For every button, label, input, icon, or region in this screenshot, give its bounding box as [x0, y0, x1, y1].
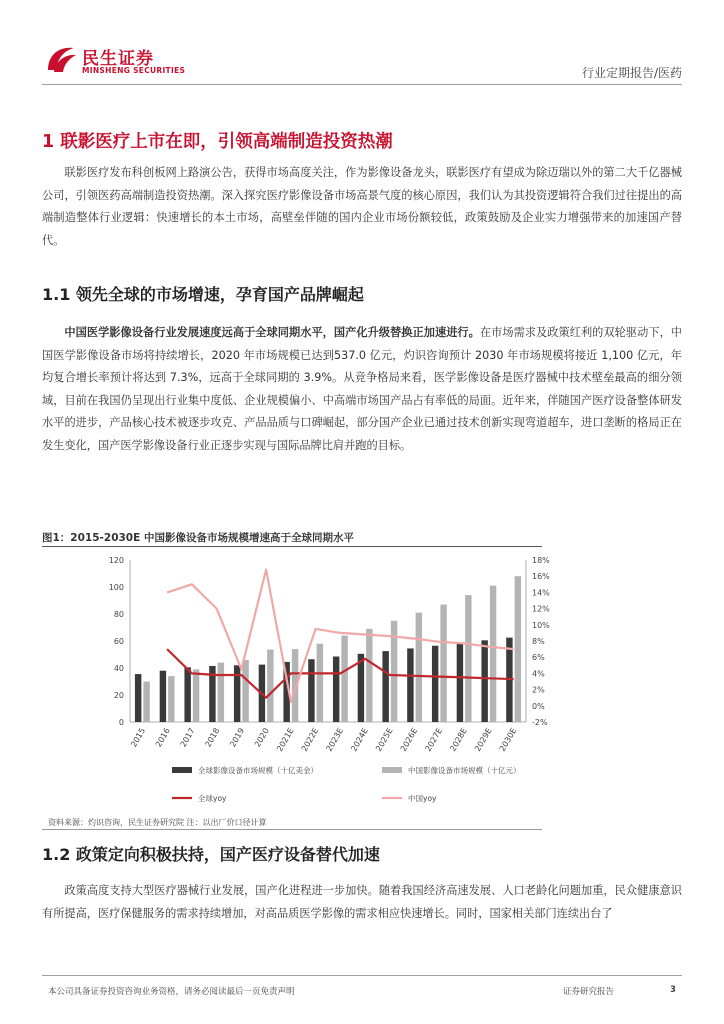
right-axis-tick-label: -2% [532, 718, 548, 727]
section-1-paragraph: 联影医疗发布科创板网上路演公告，获得市场高度关注，作为影像设备龙头，联影医疗有望成为除迈瑞以外的第二大千亿器械公司，引领医药高端制造投资热潮。深入探究医疗影像设备市场高景气度的核心原因，我们认为其投资逻辑符合我们过往提出的高端制造整体行业逻辑：快速增长的本土市场，高壁垒伴随的国内企业市场份额较低，政策鼓励及企业实力增强带来的加速国产替代。 [42, 166, 682, 247]
bar-global [457, 643, 463, 722]
legend-swatch [382, 767, 402, 773]
bar-global [382, 651, 388, 722]
section-1-title: 1 联影医疗上市在即，引领高端制造投资热潮 [42, 132, 393, 152]
section-1-1-text: 在市场需求及政策红利的双轮驱动下，中国医学影像设备市场将持续增长，2020 年市场规模已达到537.0 亿元，灼识咨询预计 2030 年市场规模将接近 1,100 亿元，年均复合增长率预计将达到 7.3%，远高于全球同期的 3.9%。从竞争格局来看，医学影像设备是医疗器械中技术壁垒最高的细分领域，目前在我国仍呈现出行业集中度低、企业规模偏小、中高端市场国产品占有率低的局面。近年来，伴随国产医疗设备整体研发水平的进步，产品核心技术被逐步攻克、产品品质与口碑崛起，部分国产企业已通过技术创新实现弯道超车，进口垄断的格局正在发生变化，国产医学影像设备行业正逐步实现与国际品牌比肩并跑的目标。 [42, 326, 682, 452]
bar-china [366, 629, 372, 722]
bar-china [193, 669, 199, 722]
bar-china [317, 644, 323, 722]
left-axis-tick-label: 0 [118, 718, 124, 727]
bar-china [218, 663, 224, 722]
x-axis-tick-label: 2020 [252, 726, 271, 749]
x-axis-tick-label: 2030E [497, 726, 519, 754]
bar-global [135, 674, 141, 722]
figure-top-rule [42, 546, 542, 547]
right-axis-tick-label: 4% [532, 669, 545, 679]
x-axis-tick-label: 2025E [374, 726, 395, 754]
x-axis-tick-label: 2024E [349, 726, 370, 754]
bar-china [242, 660, 248, 722]
x-axis-tick-label: 2023E [324, 726, 346, 754]
bar-global [160, 671, 166, 722]
bar-china [267, 650, 273, 722]
x-axis-tick-label: 2019 [228, 726, 247, 749]
x-axis-tick-label: 2027E [423, 726, 445, 754]
left-axis-tick-label: 120 [108, 556, 124, 565]
bar-china [465, 595, 471, 722]
x-axis-tick-label: 2028E [448, 726, 469, 754]
left-axis-tick-label: 40 [113, 664, 124, 673]
x-axis-tick-label: 2026E [398, 726, 420, 754]
header-divider [42, 84, 682, 85]
section-1-1-title: 1.1 领先全球的市场增速，孕育国产品牌崛起 [42, 285, 364, 304]
bar-global [407, 648, 413, 722]
bar-china [143, 682, 149, 723]
bar-china [440, 605, 446, 722]
bar-global [358, 654, 364, 722]
footer-divider [42, 975, 682, 976]
left-axis-tick-label: 100 [108, 583, 124, 592]
bar-china [515, 576, 521, 722]
legend-label: 中国影像设备市场规模（十亿元） [408, 766, 521, 775]
right-axis-tick-label: 18% [532, 556, 550, 565]
section-1-1-paragraph [42, 322, 682, 457]
page-number: 3 [670, 985, 676, 995]
section-1-body [42, 162, 682, 252]
figure-bottom-rule [42, 829, 542, 830]
x-axis-tick-label: 2021E [275, 726, 296, 754]
section-1-2-title: 1.2 政策定向积极扶持，国产医疗设备替代加速 [42, 845, 380, 864]
x-axis-tick-label: 2022E [299, 726, 321, 754]
bar-global [481, 640, 487, 722]
bar-global [308, 659, 314, 722]
legend-swatch [172, 767, 192, 773]
bar-china [168, 676, 174, 722]
right-axis-tick-label: 2% [532, 685, 545, 695]
section-1-1-body [42, 322, 682, 457]
brand-name-en: MINSHENG SECURITIES [82, 66, 186, 75]
report-category: 行业定期报告/医药 [581, 66, 682, 80]
legend-label: 全球影像设备市场规模（十亿美金） [198, 766, 318, 775]
bar-global [432, 646, 438, 722]
figure-1-title: 图1：2015-2030E 中国影像设备市场规模增速高于全球同期水平 [42, 532, 354, 544]
right-axis-tick-label: 6% [532, 653, 545, 663]
bar-global [333, 657, 339, 722]
left-axis-tick-label: 80 [113, 610, 124, 619]
x-axis-tick-label: 2018 [203, 726, 222, 749]
x-axis-tick-label: 2029E [473, 726, 494, 754]
page-header [0, 0, 724, 90]
right-axis-tick-label: 16% [532, 572, 550, 582]
right-axis-tick-label: 14% [532, 588, 550, 598]
footer-report-type: 证券研究报告 [563, 987, 615, 997]
figure-1-source: 资料来源：灼识咨询，民生证券研究院 注：以出厂价口径计算 [48, 818, 267, 827]
section-1-1-lead: 中国医学影像设备行业发展速度远高于全球同期水平，国产化升级替换正加速进行。 [64, 326, 480, 339]
right-axis-tick-label: 12% [532, 604, 550, 614]
footer-disclaimer: 本公司具备证券投资咨询业务资格，请务必阅读最后一页免责声明 [48, 987, 295, 997]
market-size-chart [42, 548, 550, 816]
bar-china [341, 636, 347, 722]
section-1-2-body [42, 880, 682, 925]
legend-label: 全球yoy [198, 794, 227, 803]
bar-global [184, 667, 190, 722]
right-axis-tick-label: 0% [532, 701, 545, 711]
section-1-2-paragraph: 政策高度支持大型医疗器械行业发展，国产化进程进一步加快。随着我国经济高速发展、人口老龄化问题加重，民众健康意识有所提高，医疗保健服务的需求持续增加，对高品质医学影像的需求相应快速增长。同时，国家相关部门连续出台了 [42, 884, 682, 920]
left-axis-tick-label: 60 [113, 637, 124, 646]
minsheng-logo-icon [44, 42, 78, 76]
x-axis-tick-label: 2015 [129, 726, 148, 749]
x-axis-tick-label: 2016 [153, 726, 172, 749]
bar-china [416, 613, 422, 722]
bar-china [490, 586, 496, 722]
brand-name-cn: 民生证券 [82, 49, 154, 69]
x-axis-tick-label: 2017 [178, 726, 197, 749]
bar-global [234, 665, 240, 722]
right-axis-tick-label: 10% [532, 620, 550, 630]
left-axis-tick-label: 20 [113, 691, 124, 700]
legend-label: 中国yoy [408, 794, 437, 803]
right-axis-tick-label: 8% [532, 637, 545, 646]
